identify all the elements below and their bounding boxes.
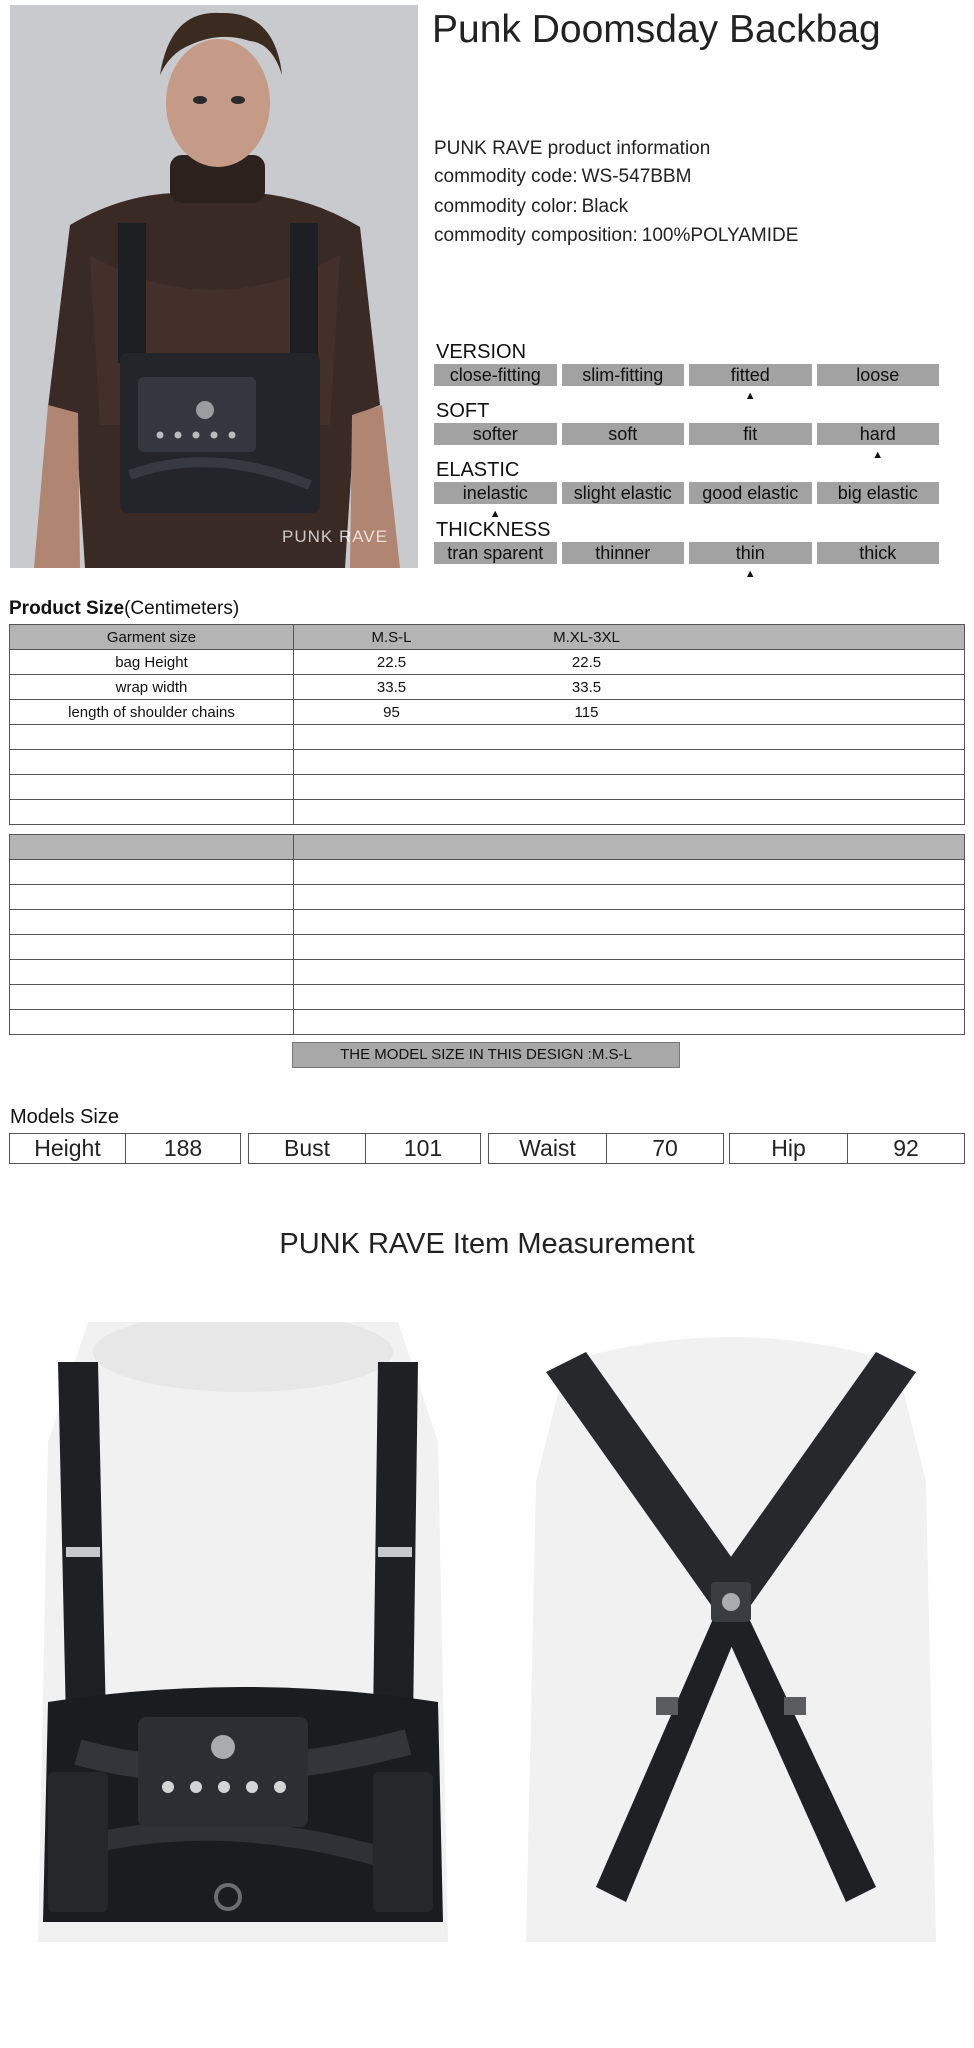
height-label: Height: [10, 1134, 126, 1163]
thickness-option: thick: [817, 542, 940, 564]
cell-value: 22.5: [571, 653, 602, 671]
elastic-option: big elastic: [817, 482, 940, 504]
header-sizes: [294, 625, 965, 650]
version-option: [689, 364, 812, 402]
height-value: 188: [163, 1135, 203, 1161]
selected-marker-icon: ▲: [744, 390, 756, 402]
version-label: VERSION: [436, 341, 527, 363]
row-label: length of shoulder chains: [10, 700, 294, 725]
info-heading: PUNK RAVE product information: [434, 138, 711, 159]
bust-value: 101: [403, 1135, 443, 1161]
model-height: [9, 1133, 241, 1164]
row-values: [294, 675, 965, 700]
elastic-option: slight elastic: [562, 482, 685, 504]
elastic-scale: [434, 482, 939, 520]
version-option-label: fitted: [730, 365, 770, 385]
cell-value: 22.5: [376, 653, 407, 671]
product-title: Punk Doomsday Backbag: [432, 8, 881, 51]
table-row: [10, 650, 965, 675]
empty-row: [10, 960, 965, 985]
size-table-title: [9, 598, 239, 620]
soft-option: softer: [434, 423, 557, 445]
thickness-scale: [434, 542, 939, 580]
row-values: [294, 650, 965, 675]
elastic-label: ELASTIC: [436, 459, 520, 481]
empty-row: [10, 800, 965, 825]
commodity-code: [434, 166, 691, 188]
soft-option-label: hard: [859, 424, 896, 444]
empty-row: [10, 860, 965, 885]
cell-value: 115: [574, 703, 599, 721]
model-photo: [10, 5, 418, 568]
soft-scale: [434, 423, 939, 461]
size-table-secondary: [9, 834, 965, 1035]
model-waist: [488, 1133, 724, 1164]
size-table: [9, 624, 965, 825]
composition-label: commodity composition:: [434, 225, 638, 246]
table-row: [10, 675, 965, 700]
empty-row: [10, 985, 965, 1010]
empty-row: [10, 935, 965, 960]
soft-option: fit: [689, 423, 812, 445]
size-title-text: Product Size: [9, 598, 125, 619]
thickness-option: thinner: [562, 542, 685, 564]
empty-row: [10, 725, 965, 750]
watermark: PUNK RAVE: [282, 527, 388, 546]
thickness-option: [689, 542, 812, 580]
model-size-note: THE MODEL SIZE IN THIS DESIGN :M.S-L: [292, 1042, 680, 1068]
version-option: loose: [817, 364, 940, 386]
header-size-mxl-3xl: M.XL-3XL: [553, 628, 620, 646]
selected-marker-icon: ▲: [744, 568, 756, 580]
elastic-option-label: inelastic: [462, 483, 528, 503]
commodity-color: [434, 196, 628, 218]
elastic-option: [434, 482, 557, 520]
hip-value: 92: [893, 1135, 919, 1161]
model-hip: [729, 1133, 965, 1164]
bust-label: Bust: [249, 1134, 366, 1163]
selected-marker-icon: ▲: [489, 508, 501, 520]
empty-row: [10, 775, 965, 800]
hip-label: Hip: [730, 1134, 848, 1163]
empty-row: [10, 750, 965, 775]
product-back-photo: [506, 1322, 956, 1942]
cell-value: 95: [383, 703, 400, 721]
version-option: slim-fitting: [562, 364, 685, 386]
soft-option: soft: [562, 423, 685, 445]
table-header-row: [10, 625, 965, 650]
selected-marker-icon: ▲: [872, 449, 884, 461]
table-header-row: [10, 835, 965, 860]
empty-row: [10, 885, 965, 910]
models-size-title: Models Size: [10, 1106, 119, 1128]
cell-value: 33.5: [376, 678, 407, 696]
cell-value: 33.5: [571, 678, 602, 696]
row-label: wrap width: [10, 675, 294, 700]
color-label: commodity color:: [434, 196, 578, 217]
thickness-label: THICKNESS: [436, 519, 551, 541]
composition-value: 100%POLYAMIDE: [641, 225, 799, 246]
size-unit: (Centimeters): [124, 598, 240, 619]
thickness-option-label: thin: [735, 543, 765, 563]
version-option: close-fitting: [434, 364, 557, 386]
empty-row: [10, 910, 965, 935]
waist-value: 70: [652, 1135, 678, 1161]
header-size-ms-l: M.S-L: [371, 628, 412, 646]
elastic-option: good elastic: [689, 482, 812, 504]
color-value: Black: [581, 196, 629, 217]
code-label: commodity code:: [434, 166, 578, 187]
row-values: [294, 700, 965, 725]
code-value: WS-547BBM: [581, 166, 692, 187]
header-garment-size: Garment size: [10, 625, 294, 650]
soft-option: [817, 423, 940, 461]
row-label: bag Height: [10, 650, 294, 675]
measurement-title: PUNK RAVE Item Measurement: [279, 1228, 695, 1260]
product-front-photo: [18, 1322, 468, 1942]
table-row: [10, 700, 965, 725]
commodity-composition: [434, 225, 798, 247]
thickness-option: tran sparent: [434, 542, 557, 564]
waist-label: Waist: [489, 1134, 607, 1163]
version-scale: [434, 364, 939, 402]
soft-label: SOFT: [436, 400, 490, 422]
empty-row: [10, 1010, 965, 1035]
model-bust: [248, 1133, 481, 1164]
